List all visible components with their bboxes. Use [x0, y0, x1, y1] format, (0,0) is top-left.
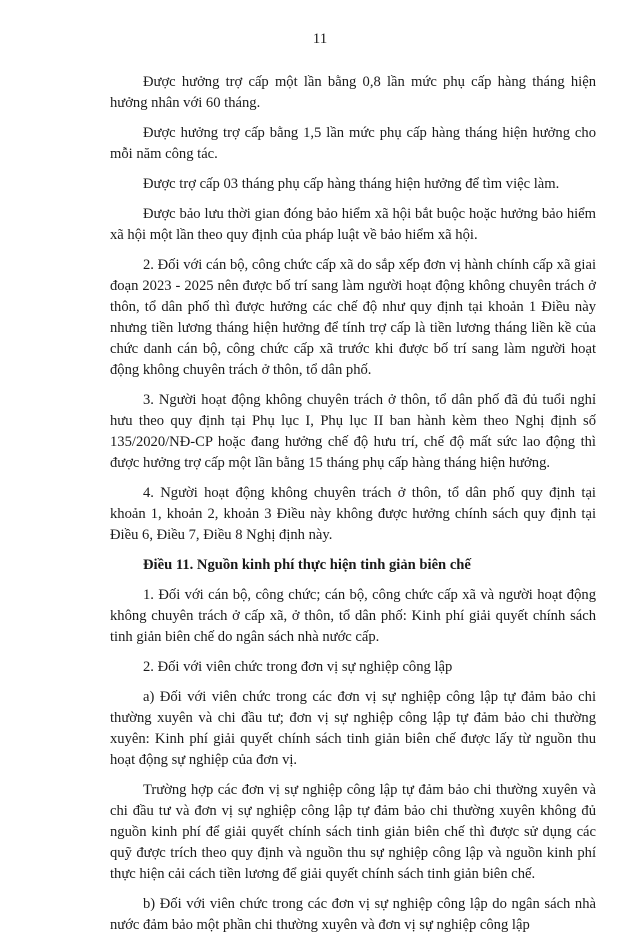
page-number: 11: [312, 31, 328, 47]
paragraph: a) Đối với viên chức trong các đơn vị sự nghiệp công lập tự đảm bảo chi thường xuyên và chi đầu tư; đơn vị sự nghiệp công lập tự đảm bảo chi thường xuyên: Kinh phí giải quyết chính sách tinh giản biên chế được lấy từ nguồn thu hoạt động sự nghiệp của đơn vị.: [110, 689, 596, 768]
paragraph: Được trợ cấp 03 tháng phụ cấp hàng tháng hiện hưởng để tìm việc làm.: [143, 176, 560, 192]
paragraph: 2. Đối với cán bộ, công chức cấp xã do sắp xếp đơn vị hành chính cấp xã giai đoạn 2023 - 2025 nên được bố trí sang làm người hoạt động không chuyên trách ở thôn, tổ dân phố thì được hưởng các chế độ như quy định tại khoản 1 Điều này nhưng tiền lương tháng hiện hưởng để tính trợ cấp là tiền lương tháng liền kề của chức danh cán bộ, công chức cấp xã trước khi được bố trí sang làm người hoạt động không chuyên trách ở thôn, tổ dân phố.: [110, 257, 596, 378]
paragraph: Trường hợp các đơn vị sự nghiệp công lập tự đảm bảo chi thường xuyên và chi đầu tư và đơn vị sự nghiệp công lập tự đảm bảo chi thường xuyên không đủ nguồn kinh phí để giải quyết chính sách tinh giản biên chế thì được sử dụng các quỹ được trích theo quy định và nguồn thu sự nghiệp công lập và nguồn kinh phí thực hiện cải cách tiền lương để giải quyết chính sách tinh giản biên chế.: [110, 782, 596, 882]
paragraph: Được hưởng trợ cấp một lần bằng 0,8 lần mức phụ cấp hàng tháng hiện hưởng nhân với 60 tháng.: [110, 74, 596, 111]
paragraph: 2. Đối với viên chức trong đơn vị sự nghiệp công lập: [143, 659, 453, 675]
paragraph: Được hưởng trợ cấp bằng 1,5 lần mức phụ cấp hàng tháng hiện hưởng cho mỗi năm công tác.: [110, 125, 596, 162]
document-body: [110, 72, 596, 945]
paragraph: b) Đối với viên chức trong các đơn vị sự nghiệp công lập do ngân sách nhà nước đảm bảo một phần chi thường xuyên và đơn vị sự nghiệp công lập: [110, 896, 596, 933]
paragraph: 3. Người hoạt động không chuyên trách ở thôn, tổ dân phố đã đủ tuổi nghỉ hưu theo quy định tại Phụ lục I, Phụ lục II ban hành kèm theo Nghị định số 135/2020/NĐ-CP hoặc đang hưởng chế độ hưu trí, chế độ mất sức lao động thì được hưởng trợ cấp một lần bằng 15 tháng phụ cấp hàng tháng hiện hưởng.: [110, 392, 596, 471]
paragraph: 4. Người hoạt động không chuyên trách ở thôn, tổ dân phố quy định tại khoản 1, khoản 2, khoản 3 Điều này không được hưởng chính sách quy định tại Điều 6, Điều 7, Điều 8 Nghị định này.: [110, 485, 596, 543]
paragraph: 1. Đối với cán bộ, công chức; cán bộ, công chức cấp xã và người hoạt động không chuyên trách ở cấp xã, ở thôn, tổ dân phố: Kinh phí giải quyết chính sách tinh giản biên chế do ngân sách nhà nước cấp.: [110, 587, 596, 645]
paragraph: Được bảo lưu thời gian đóng bảo hiểm xã hội bắt buộc hoặc hưởng bảo hiểm xã hội một lần theo quy định của pháp luật về bảo hiểm xã hội.: [110, 206, 596, 243]
article-heading: Điều 11. Nguồn kinh phí thực hiện tinh giản biên chế: [143, 557, 471, 573]
